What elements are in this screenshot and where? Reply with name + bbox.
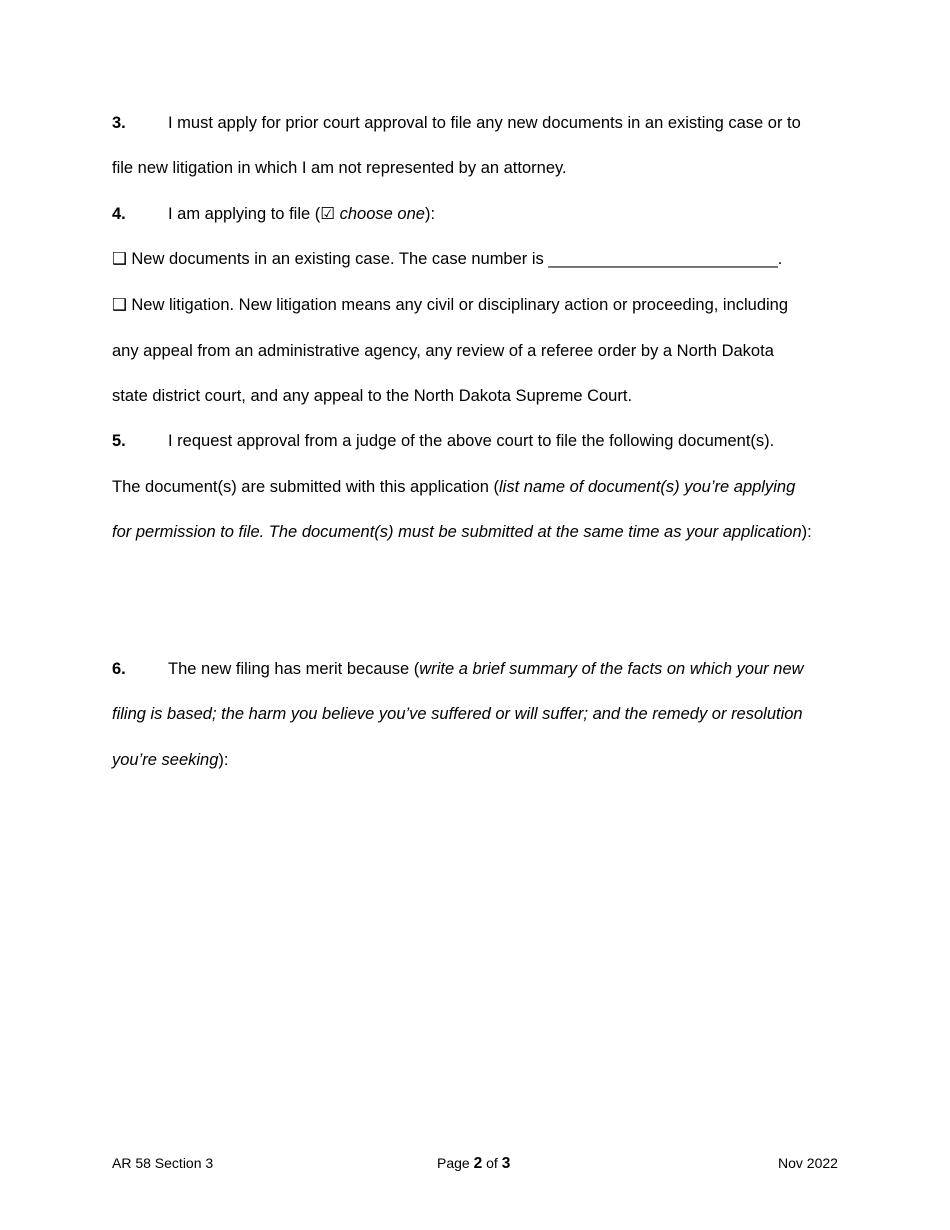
item-text: ):: [424, 205, 436, 223]
item-number: 4.: [112, 205, 126, 223]
item-hint: you’re seeking: [112, 751, 219, 769]
option-new-litigation-line-2: [112, 341, 774, 361]
option-text: New litigation. New litigation means any civil or disciplinary action or proceeding, including: [126, 296, 789, 314]
item-text: I request approval from a judge of the above court to file the following document(s).: [168, 432, 775, 450]
item-text: ):: [801, 523, 812, 541]
item-hint: filing is based; the harm you believe you’ve suffered or will suffer; and the remedy or resolution: [112, 705, 803, 723]
item-3-line-2: [112, 158, 567, 178]
item-hint: for permission to file. The document(s) must be submitted at the same time as your application: [112, 523, 802, 541]
item-6-line-2: [112, 704, 803, 724]
item-text: I must apply for prior court approval to file any new documents in an existing case or to: [168, 114, 801, 132]
item-text: file new litigation in which I am not represented by an attorney.: [112, 159, 567, 177]
option-existing-case[interactable]: [112, 249, 782, 269]
item-4-line-1: [112, 204, 435, 224]
choose-one-hint: choose one: [335, 205, 425, 223]
item-hint: list name of document(s) you’re applying: [499, 478, 796, 496]
option-new-litigation-line-3: [112, 386, 632, 406]
item-hint: write a brief summary of the facts on which your new: [419, 660, 804, 678]
option-text: state district court, and any appeal to the North Dakota Supreme Court.: [112, 387, 633, 405]
page-of: of: [482, 1155, 502, 1171]
option-text: New documents in an existing case. The case number is _________________________.: [126, 250, 783, 268]
item-6-line-3: [112, 750, 229, 770]
item-5-line-3: [112, 522, 812, 542]
item-number: 6.: [112, 660, 126, 678]
option-text: any appeal from an administrative agency, any review of a referee order by a North Dakota: [112, 342, 774, 360]
footer-page-number: [437, 1153, 510, 1174]
checkbox-icon[interactable]: ❑: [112, 250, 127, 268]
item-6-line-1: [112, 659, 804, 679]
item-text: I am applying to file (: [168, 205, 321, 223]
item-text: The new filing has merit because (: [168, 660, 420, 678]
option-new-litigation[interactable]: [112, 295, 788, 315]
item-number: 3.: [112, 114, 126, 132]
page-word: Page: [437, 1155, 474, 1171]
item-text: The document(s) are submitted with this application (: [112, 478, 500, 496]
item-3-line-1: [112, 113, 801, 133]
footer-date: Nov 2022: [778, 1155, 838, 1171]
checkbox-icon[interactable]: ❑: [112, 296, 127, 314]
item-number: 5.: [112, 432, 126, 450]
item-5-line-1: [112, 431, 774, 451]
checked-box-icon: ☑: [320, 205, 336, 223]
item-text: ):: [218, 751, 229, 769]
page-total: 3: [501, 1155, 511, 1172]
footer-form-id: AR 58 Section 3: [112, 1155, 214, 1171]
item-5-line-2: [112, 477, 795, 497]
page-current: 2: [473, 1155, 483, 1172]
